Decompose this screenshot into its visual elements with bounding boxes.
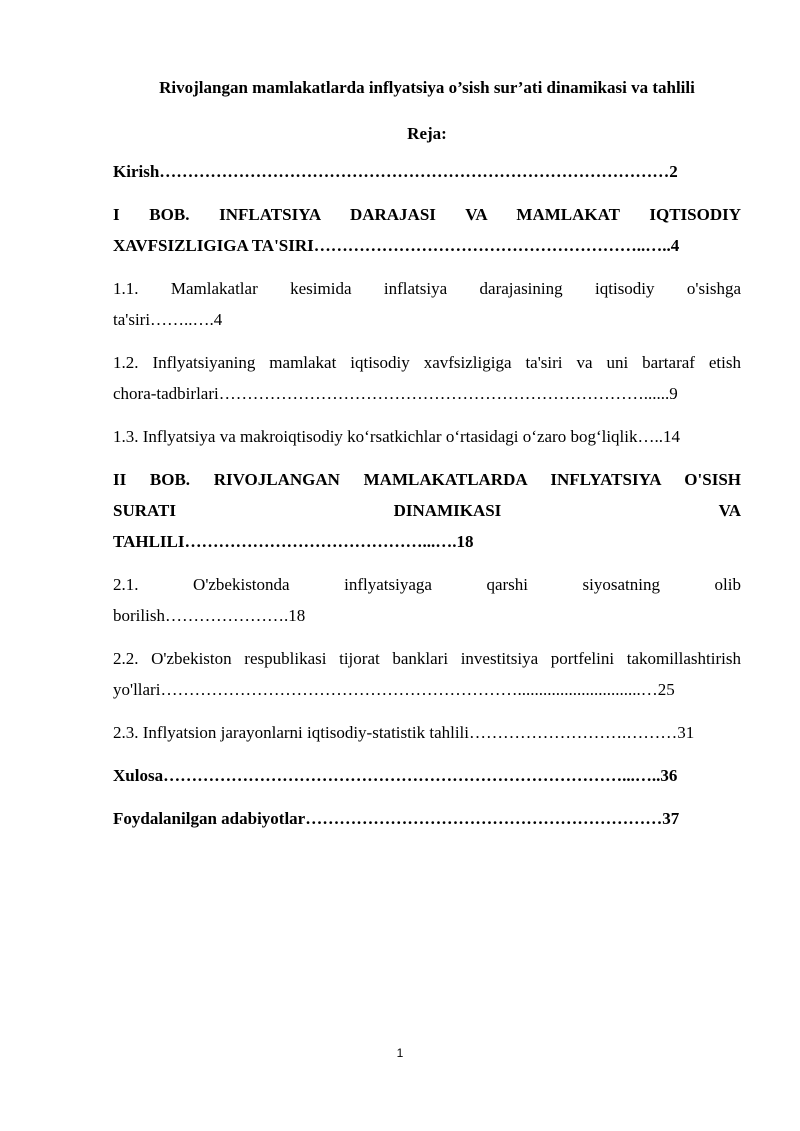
toc-entry-text: borilish………………….18 — [113, 606, 306, 625]
toc-entry-adabiyotlar — [113, 803, 741, 834]
toc-entry-text: 1.1. Mamlakatlar kesimida inflatsiya darajasining iqtisodiy o'sishga — [113, 279, 741, 298]
toc-entry-text: TAHLILI……………………………………...….18 — [113, 532, 474, 551]
plan-heading: Reja: — [407, 124, 447, 143]
toc-entry-xulosa — [113, 760, 741, 791]
toc-entry-text: 1.3. Inflyatsiya va makroiqtisodiy ko‘rsatkichlar o‘rtasidagi o‘zaro bog‘liqlik…..14 — [113, 427, 681, 446]
toc-entry-section-1-3 — [113, 421, 741, 452]
toc-entry-section-2-2 — [113, 643, 741, 705]
toc-entry-text: 2.1. O'zbekistonda inflyatsiyaga qarshi siyosatning olib — [113, 575, 741, 594]
document-page — [113, 70, 741, 846]
toc-entry-text: Foydalanilgan adabiyotlar………………………………………………………37 — [113, 809, 680, 828]
toc-entry-text: 2.2. O'zbekiston respublikasi tijorat banklari investitsiya portfelini takomillashtirish — [113, 649, 741, 668]
toc-entry-text: XAVFSIZLIGIGA TA'SIRI…………………………………………………..…..4 — [113, 236, 680, 255]
toc-entry-chapter-2 — [113, 464, 741, 557]
toc-entry-text: I BOB. INFLATSIYA DARAJASI VA MAMLAKAT IQTISODIY — [113, 205, 741, 224]
toc-entry-text: yo'llari……………………………………………………….............................…25 — [113, 680, 675, 699]
toc-entry-text: 1.2. Inflyatsiyaning mamlakat iqtisodiy xavfsizligiga ta'siri va uni bartaraf etish — [113, 353, 741, 372]
page-number: 1 — [396, 1046, 404, 1060]
toc-entry-section-1-1 — [113, 273, 741, 335]
toc-entry-section-1-2 — [113, 347, 741, 409]
toc-entry-section-2-3 — [113, 717, 741, 748]
toc-entry-section-2-1 — [113, 569, 741, 631]
toc-entry-text: ta'siri……..….4 — [113, 310, 223, 329]
toc-entry-text: chora-tadbirlari…………………………………………………………………......9 — [113, 384, 678, 403]
toc-entry-text: 2.3. Inflyatsion jarayonlarni iqtisodiy-statistik tahlili……………………….………31 — [113, 723, 695, 742]
toc-entry-text: Xulosa………………………………………………………………………...…..36 — [113, 766, 678, 785]
toc-entry-text: SURATI DINAMIKASI VA — [113, 501, 741, 520]
table-of-contents — [113, 156, 741, 834]
document-title: Rivojlangan mamlakatlarda inflyatsiya o’sish sur’ati dinamikasi va tahlili — [159, 78, 695, 97]
toc-entry-chapter-1 — [113, 199, 741, 261]
toc-entry-kirish — [113, 156, 741, 187]
toc-entry-text: II BOB. RIVOJLANGAN MAMLAKATLARDA INFLYATSIYA O'SISH — [113, 470, 741, 489]
toc-entry-text: Kirish………………………………………………………………………………2 — [113, 162, 678, 181]
